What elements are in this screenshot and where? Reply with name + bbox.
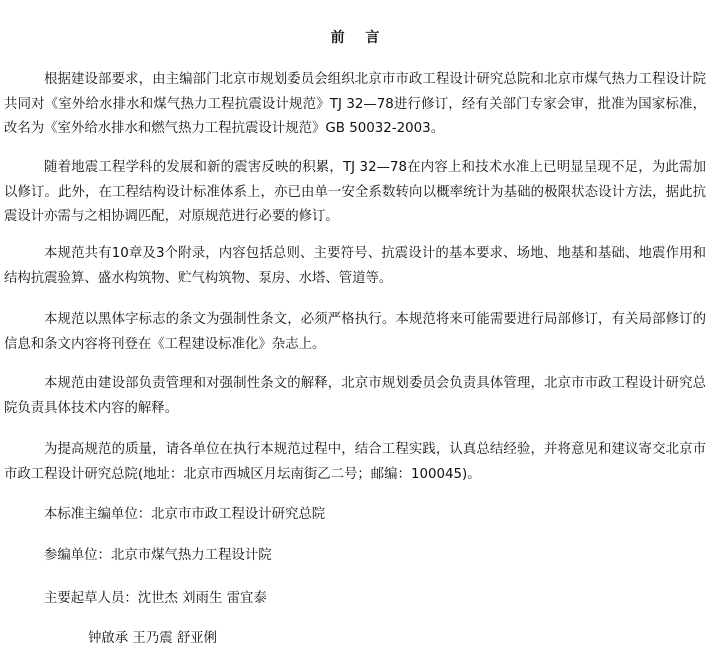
paragraph-revision-reason: 随着地震工程学科的发展和新的震害反映的积累，TJ 32—78在内容上和技术水准上已明显呈现不足，为此需加以修订。此外，在工程结构设计标准体系上，亦已由单一安全系数转向以概率统计为基础的极限状态设计方法，据此抗震设计亦需与之相协调匹配，对原规范进行必要的修订。 [4,160,706,224]
page-title: 前 言 [330,30,388,46]
paragraph-mandatory-clauses: 本规范以黑体字标志的条文为强制性条文，必须严格执行。本规范将来可能需要进行局部修订，有关局部修订的信息和条文内容将刊登在《工程建设标准化》杂志上。 [4,312,706,352]
drafters-line-continued: 钟啟承 王乃震 舒亚俐 [88,631,218,646]
paragraph-feedback: 为提高规范的质量，请各单位在执行本规范过程中，结合工程实践，认真总结经验，并将意见和建议寄交北京市市政工程设计研究总院(地址：北京市西城区月坛南街乙二号；邮编：100045)。 [4,442,706,482]
chief-unit-line: 本标准主编单位：北京市市政工程设计研究总院 [44,507,326,522]
paragraph-origin: 根据建设部要求，由主编部门北京市规划委员会组织北京市市政工程设计研究总院和北京市煤气热力工程设计院共同对《室外给水排水和煤气热力工程抗震设计规范》TJ 32—78进行修订，经有关部门专家会审，批准为国家标准，改名为《室外给水排水和燃气热力工程抗震设计规范》GB 50032-2003。 [4,72,706,136]
drafters-line: 主要起草人员：沈世杰 刘雨生 雷宜泰 [44,591,267,606]
paragraph-contents: 本规范共有10章及3个附录，内容包括总则、主要符号、抗震设计的基本要求、场地、地基和基础、地震作用和结构抗震验算、盛水构筑物、贮气构筑物、泵房、水塔、管道等。 [4,246,706,286]
paragraph-management: 本规范由建设部负责管理和对强制性条文的解释，北京市规划委员会负责具体管理，北京市市政工程设计研究总院负责具体技术内容的解释。 [4,376,706,416]
participating-unit-line: 参编单位：北京市煤气热力工程设计院 [44,548,272,563]
